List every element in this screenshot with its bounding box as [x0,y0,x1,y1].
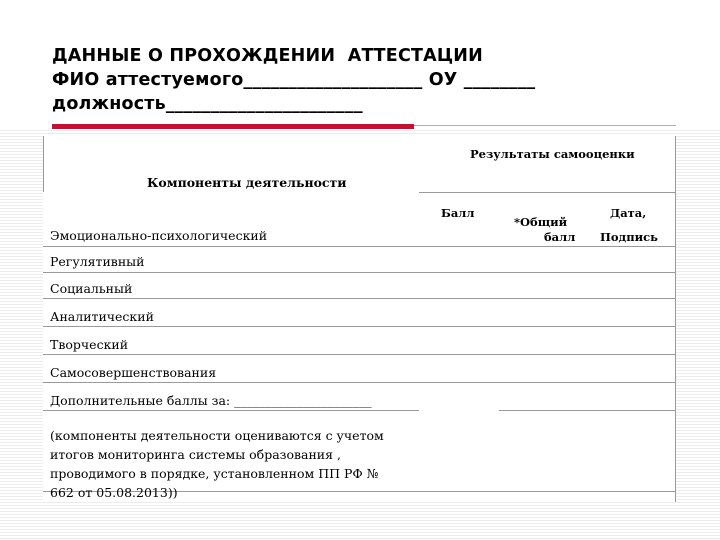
note-line: (компоненты деятельности оцениваются с учетом [50,428,384,443]
row-line-1 [43,246,675,247]
note-line: проводимого в порядке, установленном ПП РФ № [50,466,379,481]
red-accent-rule [52,124,414,129]
row-line-7b [499,410,675,411]
row-creative: Творческий [50,337,129,352]
note-line: 662 от 05.08.2013)) [50,485,178,500]
row-self-improvement: Самосовершенствования [50,365,217,380]
row-regulative: Регулятивный [50,254,145,269]
note-line: итогов мониторинга системы образования , [50,447,341,462]
row-emotional: Эмоционально-психологический [50,228,268,243]
total-header: *Общий [514,215,568,229]
slide-header [52,44,535,116]
fio-line: ФИО аттестуемого____________________ ОУ ________ [52,70,536,90]
evaluation-note [50,426,384,502]
date-header: Дата, [610,206,647,220]
row-additional-points: Дополнительные баллы за: ______________________ [50,393,372,408]
gray-accent-rule [414,125,676,126]
row-line-3 [43,298,675,299]
ball-header: Балл [441,206,475,220]
right-border [675,136,676,502]
row-line-2 [43,272,675,273]
total-header-2: балл [544,230,576,244]
left-border-top [43,136,44,192]
row-line-6 [43,382,675,383]
position-line: должность______________________ [52,94,363,114]
results-header: Результаты самооценки [470,147,635,161]
title-line: ДАННЫЕ О ПРОХОЖДЕНИИ АТТЕСТАЦИИ [52,46,483,66]
row-line-7a [43,410,419,411]
components-header: Компоненты деятельности [147,175,347,190]
attestation-table [43,136,676,502]
row-social: Социальный [50,281,133,296]
row-analytical: Аналитический [50,309,154,324]
signature-header: Подпись [600,230,658,244]
row-line-5 [43,354,675,355]
results-divider [419,192,675,193]
row-line-4 [43,326,675,327]
